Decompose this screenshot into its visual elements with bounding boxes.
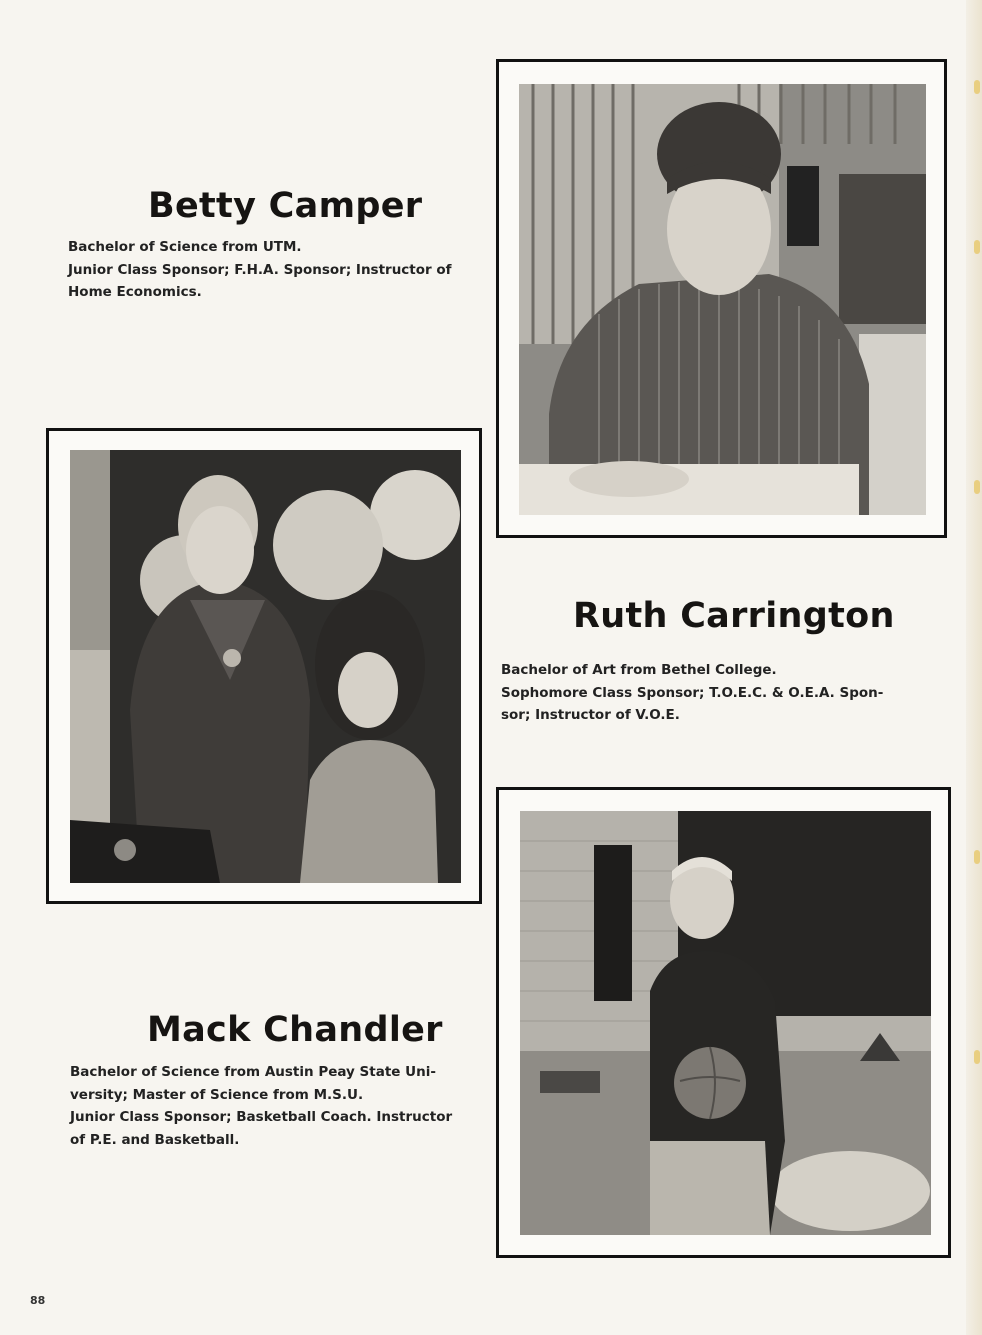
bio-line: Junior Class Sponsor; Basketball Coach. Instructor	[70, 1109, 453, 1126]
profile-bio-betty-camper	[68, 236, 452, 304]
portrait-photo-teacher-with-student-icon	[70, 450, 461, 883]
bio-line: Home Economics.	[68, 284, 202, 301]
page-tab-mark	[974, 1050, 980, 1064]
page-tab-mark	[974, 850, 980, 864]
profile-name-mack-chandler: Mack Chandler	[147, 1010, 443, 1050]
portrait-photo-woman-at-desk-icon	[519, 84, 926, 515]
page-edge	[966, 0, 982, 1335]
page-number: 88	[30, 1294, 46, 1307]
photo-frame-mack-chandler	[496, 787, 951, 1258]
page-tab-mark	[974, 80, 980, 94]
bio-line: Bachelor of Science from UTM.	[68, 239, 302, 255]
bio-line: Junior Class Sponsor; F.H.A. Sponsor; Instructor of	[68, 261, 452, 278]
profile-bio-mack-chandler	[70, 1061, 452, 1151]
profile-name-betty-camper: Betty Camper	[148, 186, 423, 226]
bio-line: Bachelor of Art from Bethel College.	[501, 662, 777, 678]
page-tab-mark	[974, 480, 980, 494]
photo-frame-ruth-carrington	[46, 428, 482, 904]
photo-frame-betty-camper	[496, 59, 947, 538]
bio-line: sor; Instructor of V.O.E.	[501, 707, 680, 724]
bio-line: Sophomore Class Sponsor; T.O.E.C. & O.E.A. Spon-	[501, 684, 884, 701]
page-tab-mark	[974, 240, 980, 254]
bio-line: of P.E. and Basketball.	[70, 1131, 240, 1148]
profile-name-ruth-carrington: Ruth Carrington	[573, 596, 895, 636]
bio-line: versity; Master of Science from M.S.U.	[70, 1086, 364, 1103]
portrait-photo-coach-with-basketball-icon	[520, 811, 931, 1235]
profile-bio-ruth-carrington	[501, 659, 883, 727]
bio-line: Bachelor of Science from Austin Peay State Uni-	[70, 1064, 436, 1080]
